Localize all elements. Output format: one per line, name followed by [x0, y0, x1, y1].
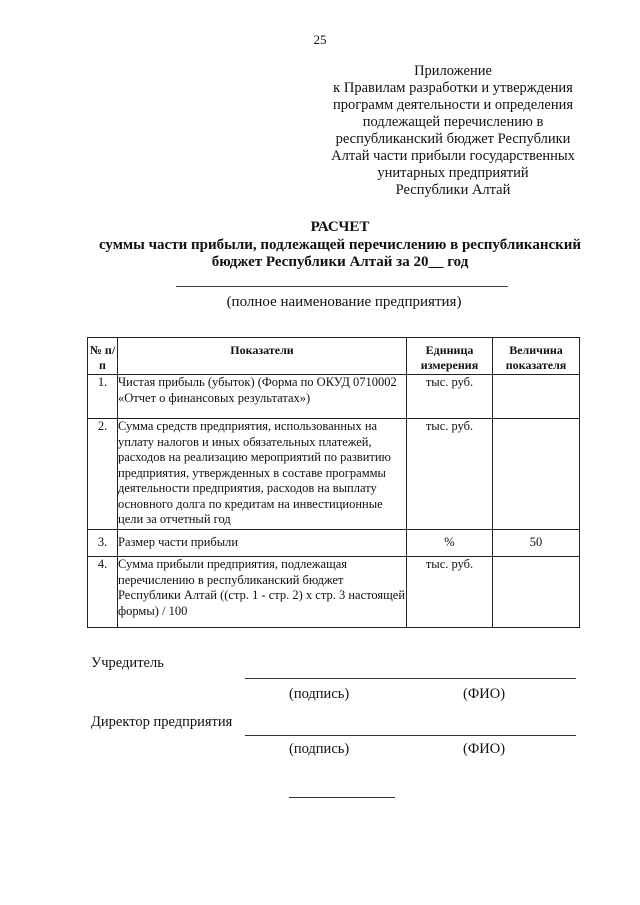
document-title — [0, 219, 640, 272]
row-unit: тыс. руб. — [407, 375, 493, 419]
director-signature-caption: (подпись) — [289, 741, 350, 757]
table-row — [88, 419, 580, 530]
appendix-line: республиканский бюджет Республики — [335, 131, 571, 147]
row-num: 1. — [88, 375, 118, 419]
header-indicators: Показатели — [118, 338, 407, 375]
appendix-line: Приложение — [414, 63, 492, 79]
page-number: 25 — [313, 32, 327, 47]
appendix-line: подлежащей перечислению в — [362, 114, 544, 130]
header-num: № п/п — [88, 338, 118, 375]
appendix-line: Республики Алтай — [395, 182, 511, 198]
row-indicator: Чистая прибыль (убыток) (Форма по ОКУД 0710002 «Отчет о финансовых результатах») — [118, 375, 407, 419]
header-value: Величина показателя — [493, 338, 580, 375]
enterprise-name-line — [176, 286, 508, 287]
header-unit: Единица измерения — [407, 338, 493, 375]
enterprise-name-caption: (полное наименование предприятия) — [226, 294, 462, 310]
title-line-2: суммы части прибыли, подлежащей перечислению в республиканский — [98, 236, 582, 253]
row-num: 2. — [88, 419, 118, 530]
row-value — [493, 375, 580, 419]
appendix-heading — [318, 63, 588, 199]
appendix-line: программ деятельности и определения — [332, 97, 574, 113]
founder-signature-line[interactable] — [245, 678, 576, 679]
appendix-line: Алтай части прибыли государственных — [331, 148, 575, 164]
row-indicator: Сумма средств предприятия, использованных на уплату налогов и иных обязательных платежей, расходов на реализацию мероприятий по развитию предприятия, утвержденных в составе программы деятельности предприятия, расходов на выплату основного долга по кредитам на инвестиционные цели за отчетный год — [118, 419, 407, 530]
row-unit: тыс. руб. — [407, 557, 493, 628]
appendix-line: унитарных предприятий — [377, 165, 529, 181]
appendix-line: к Правилам разработки и утверждения — [333, 80, 573, 96]
calculation-table — [87, 337, 580, 628]
row-value — [493, 557, 580, 628]
founder-name-caption: (ФИО) — [463, 686, 506, 702]
director-signature-line[interactable] — [245, 735, 576, 736]
table-row — [88, 530, 580, 557]
row-indicator: Сумма прибыли предприятия, подлежащая перечислению в республиканский бюджет Республики Алтай ((стр. 1 - стр. 2) x стр. 3 настоящей формы) / 100 — [118, 557, 407, 628]
title-line-3: бюджет Республики Алтай за 20__ год — [211, 254, 469, 270]
row-num: 3. — [88, 530, 118, 557]
row-unit: % — [407, 530, 493, 557]
row-unit: тыс. руб. — [407, 419, 493, 530]
title-line-1: РАСЧЕТ — [310, 219, 370, 235]
founder-signature-caption: (подпись) — [289, 686, 350, 702]
row-num: 4. — [88, 557, 118, 628]
table-row — [88, 375, 580, 419]
table-header-row — [88, 338, 580, 375]
founder-label: Учредитель — [91, 655, 164, 671]
table-row — [88, 557, 580, 628]
director-name-caption: (ФИО) — [463, 741, 506, 757]
row-value: 50 — [493, 530, 580, 557]
director-label: Директор предприятия — [91, 714, 233, 730]
row-indicator: Размер части прибыли — [118, 530, 407, 557]
row-value — [493, 419, 580, 530]
end-divider — [289, 797, 395, 798]
